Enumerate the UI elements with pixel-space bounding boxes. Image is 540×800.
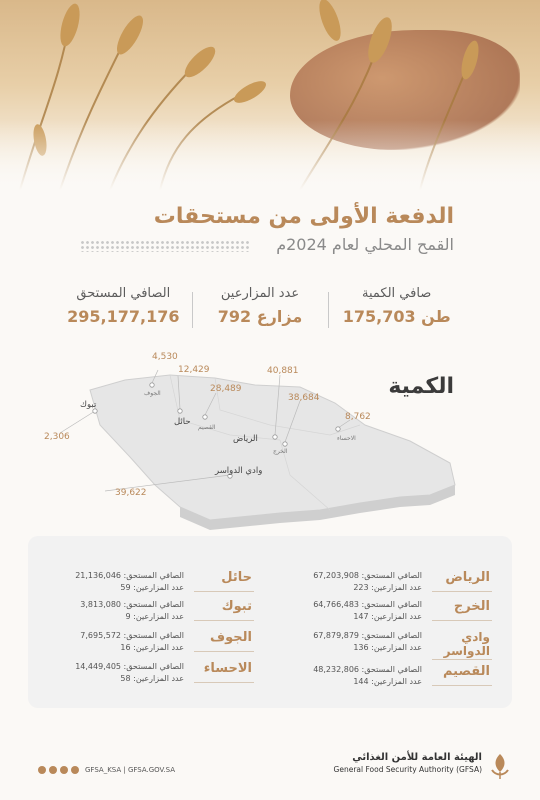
map-city-ahsa: الاحساء <box>337 435 356 442</box>
map-city-jouf: الجوف <box>144 390 161 397</box>
map-city-tabuk: تبوك <box>80 400 97 410</box>
region-card-jouf: الجوف الصافي المستحق: 7,695,572 عدد المزارعين: 16 <box>80 630 252 652</box>
map-qty-tabuk: 2,306 <box>44 432 70 442</box>
gfsa-logo-icon <box>488 752 512 780</box>
youtube-icon[interactable] <box>60 766 68 774</box>
region-card-riyadh: الرياض الصافي المستحق: 67,203,908 عدد المزارعين: 223 <box>313 570 490 592</box>
org-name: الهيئة العامة للأمن الغذائي General Food Security Authority (GFSA) <box>333 752 482 774</box>
region-card-hail: حائل الصافي المستحق: 21,136,046 عدد المزارعين: 59 <box>75 570 252 592</box>
social-links <box>38 766 175 774</box>
region-card-ahsa: الاحساء الصافي المستحق: 14,449,405 عدد المزارعين: 58 <box>75 661 252 683</box>
map-city-riyadh: الرياض <box>233 434 258 444</box>
map-qty-wadi-dawasir: 39,622 <box>115 488 147 498</box>
regions-panel <box>28 536 512 708</box>
map-qty-ahsa: 8,762 <box>345 412 371 422</box>
map-qty-riyadh: 40,881 <box>267 366 299 376</box>
map-title: الكمية <box>388 374 454 399</box>
region-card-wadi-dawasir: وادي الدواسر الصافي المستحق: 67,879,879 عدد المزارعين: 136 <box>313 630 490 658</box>
stat-net-amount: الصافي المستحق 295,177,176 <box>67 286 180 326</box>
map-city-qassim: القصيم <box>198 424 216 431</box>
map-qty-kharj: 38,684 <box>288 393 320 403</box>
footer <box>0 752 540 800</box>
hero-wheat-image <box>0 0 540 190</box>
map-qty-hail: 12,429 <box>178 365 210 375</box>
map-qty-qassim: 28,489 <box>210 384 242 394</box>
map-city-wadi-dawasir: وادي الدواسر <box>215 466 263 476</box>
stats-row <box>55 286 465 336</box>
map-qty-jouf: 4,530 <box>152 352 178 362</box>
instagram-icon[interactable] <box>49 766 57 774</box>
stat-net-quantity: صافي الكمية 175,703 طن <box>328 286 465 336</box>
region-card-tabuk: تبوك الصافي المستحق: 3,813,080 عدد المزارعين: 9 <box>80 599 252 621</box>
page-title: الدفعة الأولى من مستحقات <box>153 204 454 229</box>
x-icon[interactable] <box>38 766 46 774</box>
region-card-qassim: القصيم الصافي المستحق: 48,232,806 عدد المزارعين: 144 <box>313 664 490 686</box>
social-handles[interactable]: GFSA_KSA | GFSA.GOV.SA <box>85 766 176 774</box>
stat-farmers: عدد المزارعين 792 مزارع <box>192 286 329 336</box>
map-city-hail: حائل <box>174 417 191 427</box>
linkedin-icon[interactable] <box>71 766 79 774</box>
region-card-kharj: الخرج الصافي المستحق: 64,766,483 عدد المزارعين: 147 <box>313 599 490 621</box>
page-subtitle: القمح المحلي لعام 2024م <box>276 235 454 254</box>
map-city-kharj: الخرج <box>273 448 288 455</box>
dotted-decoration <box>80 240 250 252</box>
